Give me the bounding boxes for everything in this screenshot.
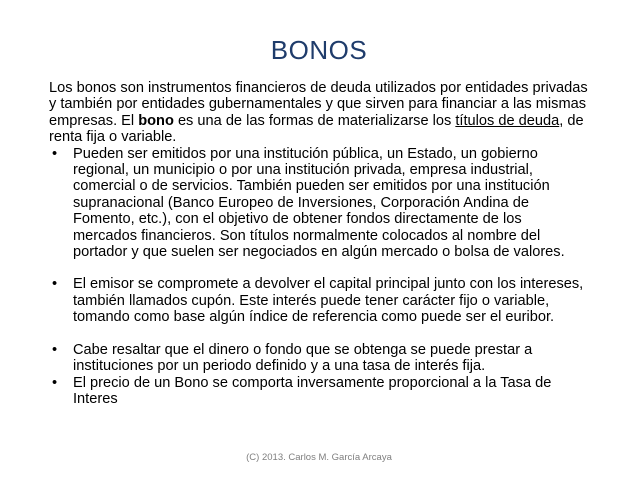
bullet-item	[49, 146, 589, 261]
intro-text-1: Los bonos son instrumentos financieros de deuda utilizados por entidades privadas y también por entidades gubernamentales y que sirven para financiar a las mismas empresas. El	[49, 80, 588, 129]
slide-title: BONOS	[270, 35, 368, 65]
bullet-icon: •	[52, 145, 58, 162]
bullet-text: El emisor se compromete a devolver el capital principal junto con los intereses, también llamados cupón. Este interés puede tener carácter fijo o variable, tomando como base algún índice de referencia como puede ser el euribor.	[73, 276, 584, 326]
bullet-icon: •	[52, 276, 58, 293]
intro-bold-term: bono	[138, 112, 174, 129]
bullet-text: Cabe resaltar que el dinero o fondo que se obtenga se puede prestar a instituciones por un periodo definido y a una tasa de interés fija.	[73, 341, 533, 375]
bullet-item	[49, 375, 589, 408]
bullet-text: El precio de un Bono se comporta inversamente proporcional a la Tasa de Interes	[73, 374, 552, 407]
bullet-text: Pueden ser emitidos por una institución pública, un Estado, un gobierno regional, un municipio o por una institución privada, empresa industrial, comercial o de servicios. También pueden ser emitidos por una institución supranacional (Banco Europeo de Inversiones, Corporación Andina de Fomento, etc.), con el objetivo de obtener fondos directamente de los mercados financieros. Son títulos normalmente colocados al nombre del portador y que suelen ser negociados en algún mercado o bolsa de valores.	[73, 145, 565, 261]
bullet-item	[49, 276, 589, 325]
footer-copyright: (C) 2013. Carlos M. García Arcaya	[246, 452, 392, 463]
slide-body	[49, 80, 589, 407]
intro-text-3: , de renta fija o variable.	[49, 112, 584, 146]
bullet-icon: •	[52, 374, 58, 391]
bullet-item	[49, 342, 589, 375]
titulos-de-deuda-link[interactable]: títulos de deuda	[455, 112, 560, 129]
intro-text-2: es una de las formas de materializarse los	[173, 112, 456, 129]
intro-paragraph	[49, 80, 589, 146]
bullet-icon: •	[52, 341, 58, 358]
